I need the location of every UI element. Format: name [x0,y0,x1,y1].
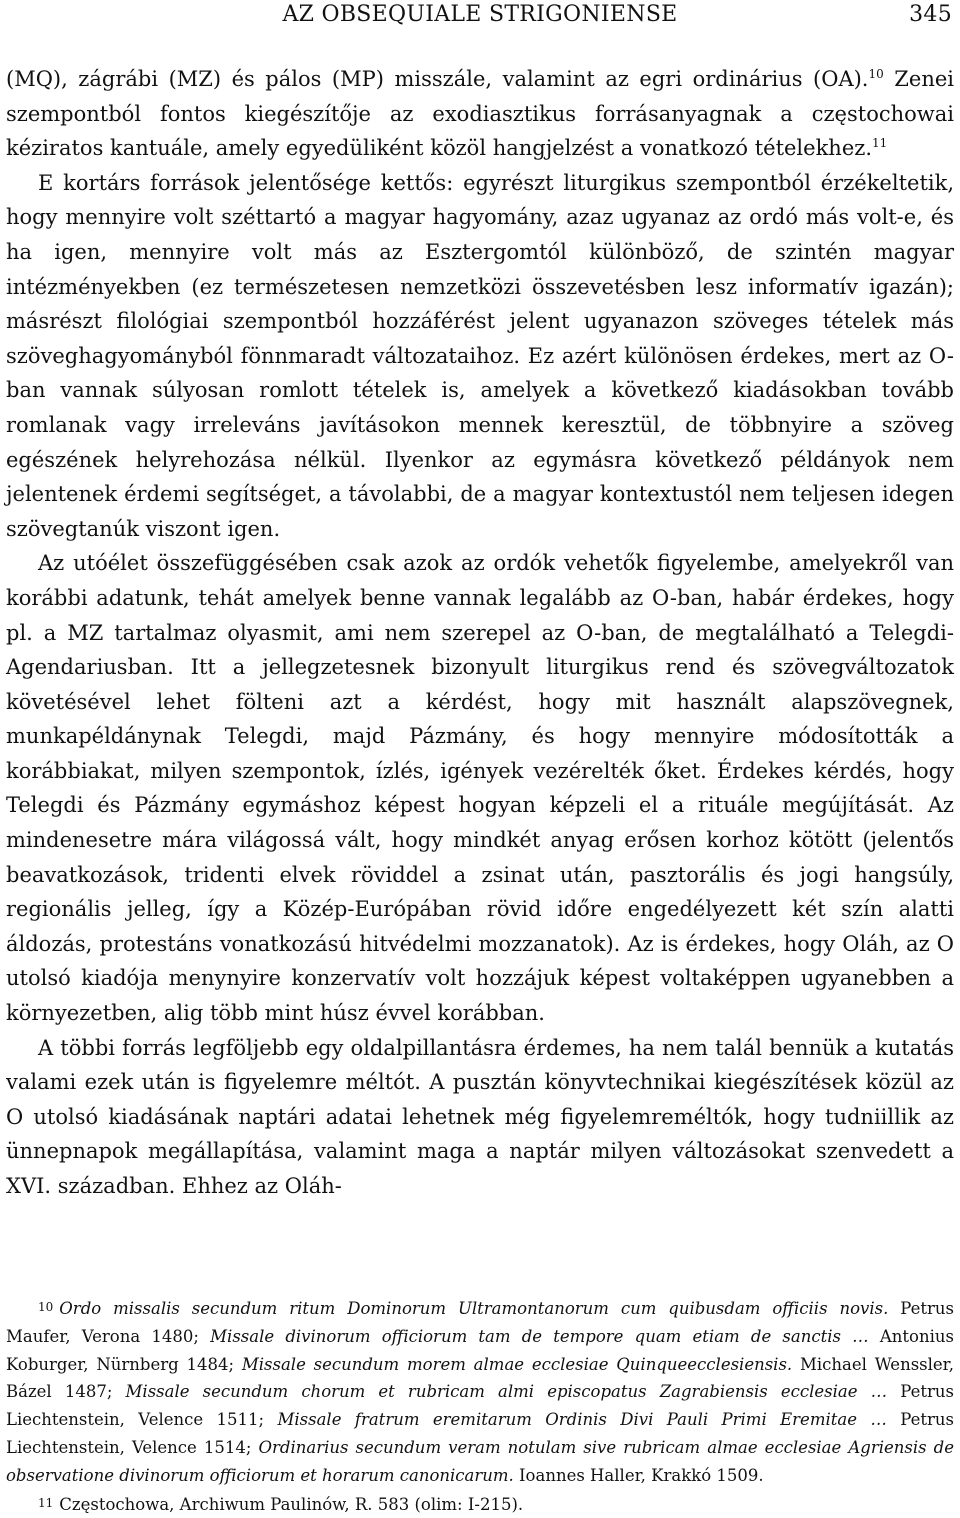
footnote-10-title-1: Ordo missalis secundum ritum Dominorum Ultramontanorum cum quibusdam officiis novis. [59,1299,889,1318]
page [6,0,954,1517]
footnote-10-title-6: Ordinarius secundum veram notulam sive rubricam almae ecclesiae Agriensis de observatione divinorum officiorum et horarum canonicarum. [6,1437,954,1485]
footnote-10-imprint-1: Petrus Maufer, Verona 1480; [6,1299,955,1346]
page-number: 345 [909,2,952,27]
footnote-ref-10[interactable]: 10 [868,67,884,81]
body-text [6,62,954,1204]
paragraph-2: E kortárs források jelentősége kettős: egyrészt liturgikus szempontból érzékeltetik, hogy mennyire volt széttartó a magyar hagyomány, azaz ugyanaz az ordó más volt-e, és ha igen, mennyire volt más az Esztergomtól különböző, de szintén magyar intézményekben (ez természetesen nemzetközi összevetésben lesz informatív igazán); másrészt filológiai szempontból hozzáférést jelent ugyanazon szöveges tételek más szöveghagyományból fönnmaradt változataihoz. Ez azért különösen érdekes, mert az O-ban vannak súlyosan romlott tételek is, amelyek a következő kiadásokban tovább romlanak vagy irreleváns javításokon mennek keresztül, de többnyire a szöveg egészének helyrehozása nélkül. Ilyenkor az egymásra következő példányok nem jelentenek érdemi segítséget, a távolabbi, de a magyar kontextustól nem teljesen idegen szövegtanúk viszont igen. [6,170,954,541]
footnote-10-imprint-2: Antonius Koburger, Nürnberg 1484; [6,1326,954,1374]
footnote-10-number: 10 [38,1300,54,1314]
footnote-10-title-2: Missale divinorum officiorum tam de tempore quam etiam de sanctis … [210,1326,869,1346]
footnote-10-title-4: Missale secundum chorum et rubricam almi episcopatus Zagrabiensis ecclesiae … [125,1382,888,1402]
footnote-11-number: 11 [38,1495,54,1510]
footnote-11-text: Częstochowa, Archiwum Paulinów, R. 583 (olim: I-215). [59,1494,524,1514]
running-head [6,0,954,30]
paragraph-1 [6,62,954,166]
paragraph-1-text-b: Zenei szempontból fontos kiegészítője az exodiasztikus forrásanyagnak a częstochowai kéziratos kantuále, amely egyedüliként közöl hangjelzést a vonatkozó tételekhez. [6,67,954,161]
running-title: AZ OBSEQUIALE STRIGONIENSE [282,2,678,27]
paragraph-3: Az utóélet összefüggésében csak azok az ordók vehetők figyelembe, amelyekről van korábbi adatunk, tehát amelyek benne vannak legalább az O-ban, habár érdekes, hogy pl. a MZ tartalmaz olyasmit, ami nem szerepel az O-ban, de megtalálható a Telegdi-Agendariusban. Itt a jellegzetesnek bizonyult liturgikus rend és szövegváltozatok követésével lehet fölteni azt a kérdést, hogy mit használt alapszövegnek, munkapéldánynak Telegdi, majd Pázmány, és hogy mennyire módosították a korábbiakat, milyen szempontok, ízlés, igények vezérelték őket. Érdekes kérdés, hogy Telegdi és Pázmány egymáshoz képest hogyan képzeli el a rituále megújítását. Az mindenesetre mára világossá vált, hogy mindkét anyag erősen korhoz kötött (jelentős beavatkozások, tridenti elvek röviddel a zsinat után, pasztorális és jogi hangsúly, regionális jelleg, így a Közép-Európában rövid időre engedélyezett két szín alatti áldozás, protestáns vonatkozású hitvédelmi mozzanatok). Az is érdekes, hogy Oláh, az O utolsó kiadója menynyire konzervatív volt hozzájuk képest voltaképpen ugyanebben a környezetben, alig több mint húsz évvel korábban. [6,551,954,1026]
footnote-10-imprint-5: Petrus Liechtenstein, Velence 1514; [6,1410,955,1457]
footnote-10-title-5: Missale fratrum eremitarum Ordinis Divi Pauli Primi Eremitae … [277,1410,887,1430]
footnotes [6,1294,954,1518]
footnote-11 [6,1490,954,1518]
footnote-10-imprint-6: Ioannes Haller, Krakkó 1509. [513,1465,764,1485]
footnote-10-title-3: Missale secundum morem almae ecclesiae Quinqueecclesiensis. [241,1354,793,1374]
footnote-ref-11[interactable]: 11 [872,136,888,151]
paragraph-4: A többi forrás legföljebb egy oldalpillantásra érdemes, ha nem talál bennük a kutatás valami ezek után is figyelemre méltót. A pusztán könyvtechnikai kiegészítések közül az O utolsó kiadásának naptári adatai lehetnek még figyelemreméltók, hogy tudniillik az ünnepnapok megállapítása, valamint maga a naptár milyen változásokat szenvedett a XVI. században. Ehhez az Oláh- [6,1035,954,1198]
footnote-10 [6,1294,954,1490]
footnote-10-imprint-3: Michael Wenssler, Bázel 1487; [6,1354,954,1402]
footnote-10-imprint-4: Petrus Liechtenstein, Velence 1511; [6,1382,954,1430]
paragraph-1-text-a: (MQ), zágrábi (MZ) és pálos (MP) misszále, valamint az egri ordinárius (OA). [6,67,869,91]
